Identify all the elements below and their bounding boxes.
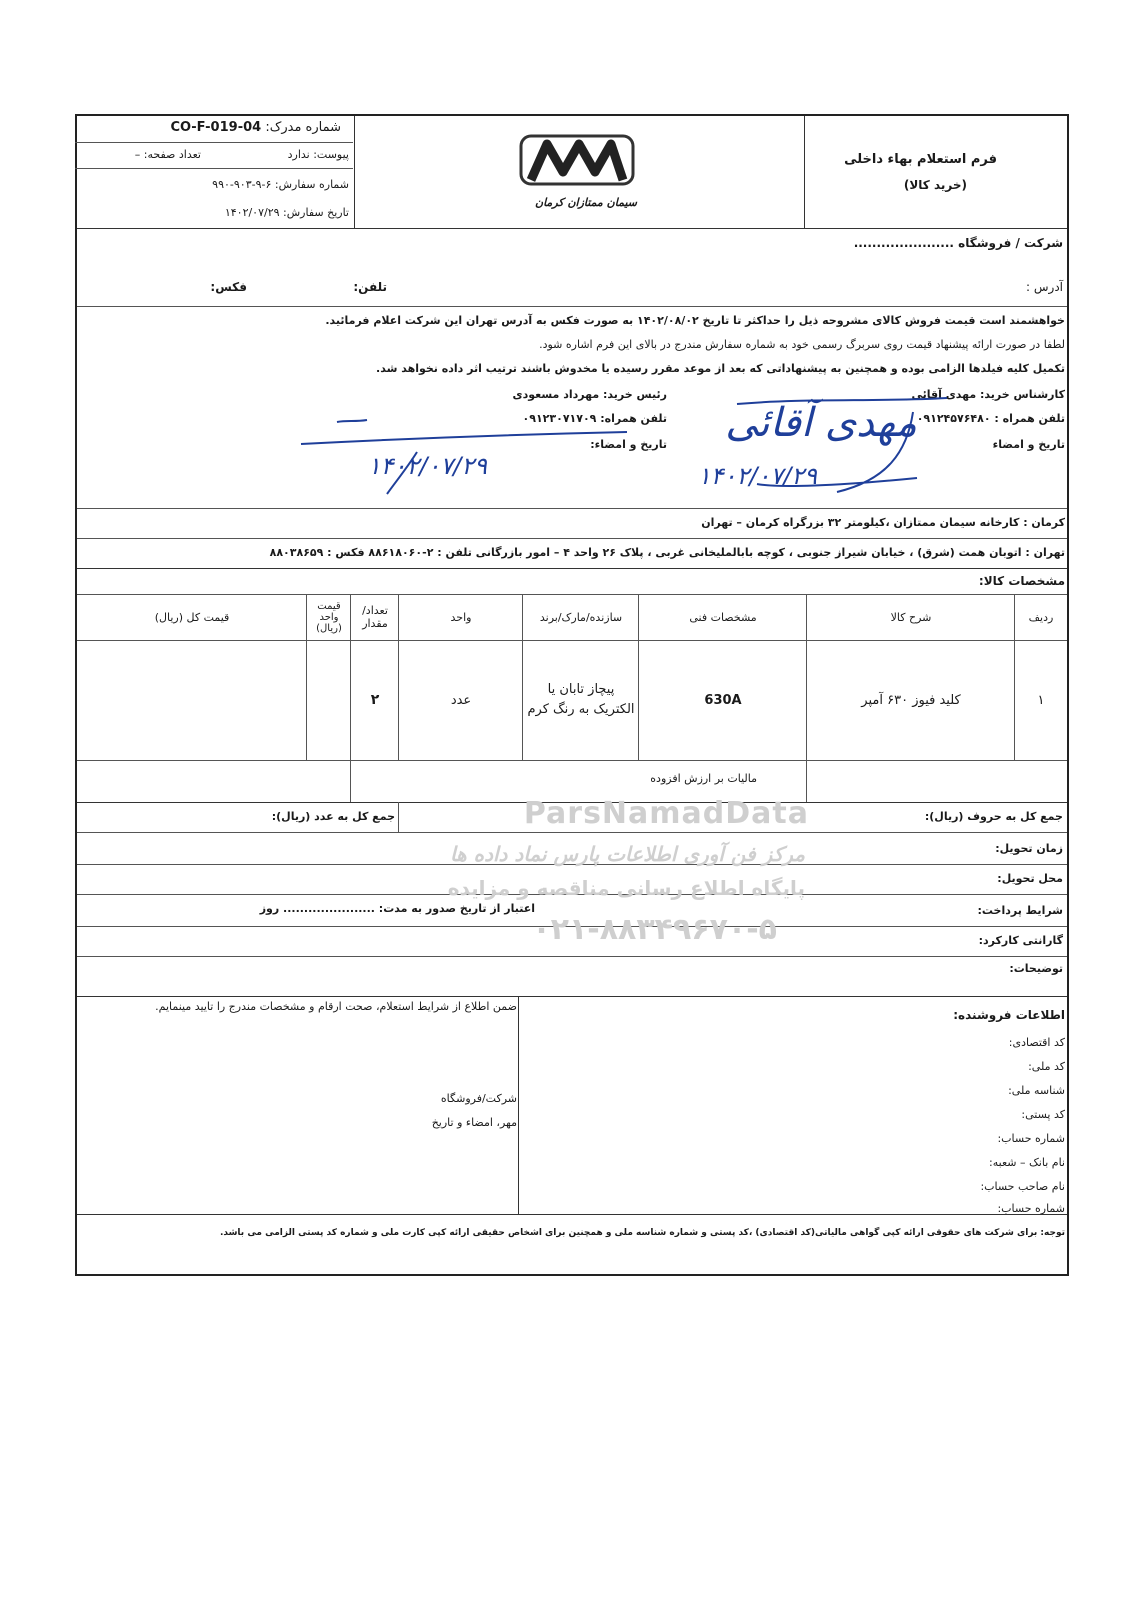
delivery-time-field[interactable]: زمان تحویل: bbox=[995, 842, 1063, 855]
logo-company-name: سیمان ممتازان کرمان bbox=[535, 196, 637, 209]
payment-terms-field[interactable]: شرایط پرداخت: bbox=[977, 904, 1063, 917]
logo-mark-icon bbox=[517, 130, 637, 200]
table-row-number: ۱ bbox=[1037, 692, 1045, 708]
instruction-line-1: خواهشمند است قیمت فروش کالای مشروحه ذیل را حداکثر تا تاریخ ۱۴۰۲/۰۸/۰۲ به صورت فکس به آدرس تهران این شرکت اعلام فرمائید. bbox=[325, 314, 1065, 327]
seller-confirm-text: ضمن اطلاع از شرایط استعلام، صحت ارقام و مشخصات مندرج را تایید مینمایم. bbox=[155, 1000, 517, 1013]
page-count: تعداد صفحه: – bbox=[134, 148, 201, 161]
col-header-total-price: قیمت کل (ریال) bbox=[154, 610, 230, 624]
purchase-head-mobile: تلفن همراه: ۰۹۱۲۳۰۷۱۷۰۹ bbox=[522, 412, 667, 425]
table-row-unit-price[interactable] bbox=[307, 640, 351, 760]
seller-account-holder[interactable]: نام صاحب حساب: bbox=[980, 1180, 1065, 1193]
purchase-head: رئیس خرید: مهرداد مسعودی bbox=[512, 388, 667, 401]
watermark-line-1: مرکز فن آوری اطلاعات پارس نماد داده ها bbox=[450, 842, 805, 866]
vendor-address-field[interactable]: آدرس : bbox=[1026, 280, 1063, 294]
notes-field[interactable]: توضیحات: bbox=[1009, 962, 1063, 975]
footer-note: توجه: برای شرکت های حقوقی ارائه کپی گواهی مالیاتی(کد اقتصادی) ،کد پستی و شماره شناسه ملی و همچنین برای اشخاص حقیقی ارائه کپی کارت ملی و شماره کد پستی الزامی می باشد. bbox=[219, 1228, 1065, 1238]
form-subtitle: (خرید کالا) bbox=[903, 178, 967, 192]
doc-number-label: شماره مدرک: bbox=[265, 120, 341, 135]
col-header-maker: سازنده/مارک/برند bbox=[539, 610, 623, 624]
table-row-spec: 630A bbox=[704, 692, 742, 708]
seller-national-id[interactable]: شناسه ملی: bbox=[1008, 1084, 1065, 1097]
purchase-expert-date-sign: تاریخ و امضاء bbox=[992, 438, 1065, 451]
order-number: شماره سفارش: ۶-۹-۹۰۳-۹۹۰ bbox=[212, 178, 349, 191]
instruction-line-2: لطفا در صورت ارائه پیشنهاد قیمت روی سربرگ رسمی خود به شماره سفارش مندرج در بالای این فرم اشاره شود. bbox=[539, 338, 1065, 351]
seller-economic-code[interactable]: کد اقتصادی: bbox=[1008, 1036, 1065, 1049]
col-header-description: شرح کالا bbox=[890, 610, 932, 624]
purchase-head-date-sign: تاریخ و امضاء: bbox=[590, 438, 667, 451]
total-in-numbers-field[interactable]: جمع کل به عدد (ریال): bbox=[271, 810, 395, 823]
goods-section-title: مشخصات کالا: bbox=[978, 574, 1065, 588]
purchase-expert: کارشناس خرید: مهدی آقائی bbox=[911, 388, 1065, 401]
col-header-spec: مشخصات فنی bbox=[689, 610, 757, 624]
watermark-brand: ParsNamadData bbox=[523, 796, 809, 831]
col-header-qty: تعداد/مقدار bbox=[362, 604, 388, 630]
table-row-description: کلید فیوز ۶۳۰ آمپر bbox=[861, 692, 961, 708]
expert-sign-date: ۱۴۰۲/۰۷/۲۹ bbox=[697, 462, 817, 490]
seller-account-number[interactable]: شماره حساب: bbox=[997, 1132, 1065, 1145]
table-row-unit: عدد bbox=[450, 692, 472, 708]
col-header-unit: واحد bbox=[450, 610, 472, 624]
seller-postal-code[interactable]: کد پستی: bbox=[1021, 1108, 1065, 1121]
form-title: فرم استعلام بهاء داخلی bbox=[844, 152, 997, 167]
doc-number: CO-F-019-04 bbox=[170, 120, 262, 135]
head-sign-date: ۱۴۰۲/۰۷/۲۹ bbox=[367, 452, 487, 480]
vendor-company-field[interactable]: شرکت / فروشگاه ...................... bbox=[853, 236, 1063, 250]
total-in-words-field[interactable]: جمع کل به حروف (ریال): bbox=[924, 810, 1063, 823]
table-row-total-price[interactable] bbox=[77, 640, 307, 760]
purchase-expert-mobile: تلفن همراه : ۰۹۱۲۴۵۷۶۴۸۰ bbox=[916, 412, 1065, 425]
seller-info-title: اطلاعات فروشنده: bbox=[953, 1008, 1065, 1022]
order-date: تاریخ سفارش: ۱۴۰۲/۰۷/۲۹ bbox=[224, 206, 349, 219]
watermark-phone: ۰۲۱-۸۸۳۴۹۶۷۰-۵ bbox=[532, 912, 777, 947]
vat-label: مالیات بر ارزش افزوده bbox=[650, 772, 757, 785]
warranty-field[interactable]: گارانتی کارکرد: bbox=[978, 934, 1063, 947]
validity-field[interactable]: اعتبار از تاریخ صدور به مدت: ...................... روز bbox=[259, 902, 535, 915]
col-header-row: ردیف bbox=[1028, 610, 1054, 624]
expert-signature-stroke bbox=[717, 392, 957, 502]
tehran-address: تهران : اتوبان همت (شرق) ، خیابان شیراز جنوبی ، کوچه بابالملیخانی غربی ، پلاک ۲۶ واحد ۴ – امور بازرگانی تلفن : ۲-۸۸۶۱۸۰۶۰ فکس : ۸۸۰۳۸۶۵۹ bbox=[269, 546, 1065, 559]
seller-company-label: شرکت/فروشگاه bbox=[440, 1092, 517, 1105]
table-row-qty: ۲ bbox=[370, 692, 380, 708]
seller-account-number-2[interactable]: شماره حساب: bbox=[997, 1202, 1065, 1215]
seller-bank-branch[interactable]: نام بانک – شعبه: bbox=[989, 1156, 1065, 1169]
expert-signature: مهدی آقائی bbox=[725, 400, 917, 446]
seller-national-code[interactable]: کد ملی: bbox=[1028, 1060, 1065, 1073]
col-header-unit-price: قیمت واحد (ریال) bbox=[316, 600, 342, 634]
attachment: پیوست: ندارد bbox=[287, 148, 349, 161]
table-row-maker: پیچاز تابان یا الکتریک به رنگ کرم bbox=[527, 682, 635, 717]
watermark-line-2: پایگاه اطلاع رسانی مناقصه و مزایده bbox=[447, 876, 805, 900]
head-signature-stroke bbox=[297, 408, 627, 498]
delivery-place-field[interactable]: محل تحویل: bbox=[997, 872, 1063, 885]
inquiry-form bbox=[75, 114, 1069, 1276]
kerman-address: کرمان : کارخانه سیمان ممتازان ،کیلومتر ۳۲ بزرگراه کرمان – تهران bbox=[701, 516, 1065, 529]
vendor-phone-field[interactable]: تلفن: bbox=[353, 280, 387, 294]
instruction-line-3: تکمیل کلیه فیلدها الزامی بوده و همچنین به پیشنهاداتی که بعد از موعد مقرر رسیده یا مخدوش باشند ترتیب اثر داده نخواهد شد. bbox=[376, 362, 1065, 375]
doc-info-cell bbox=[75, 116, 353, 228]
company-logo bbox=[355, 116, 799, 228]
header-title-cell bbox=[805, 116, 1067, 228]
vendor-fax-field[interactable]: فکس: bbox=[210, 280, 247, 294]
seller-stamp-label: مهر، امضاء و تاریخ bbox=[431, 1116, 517, 1129]
